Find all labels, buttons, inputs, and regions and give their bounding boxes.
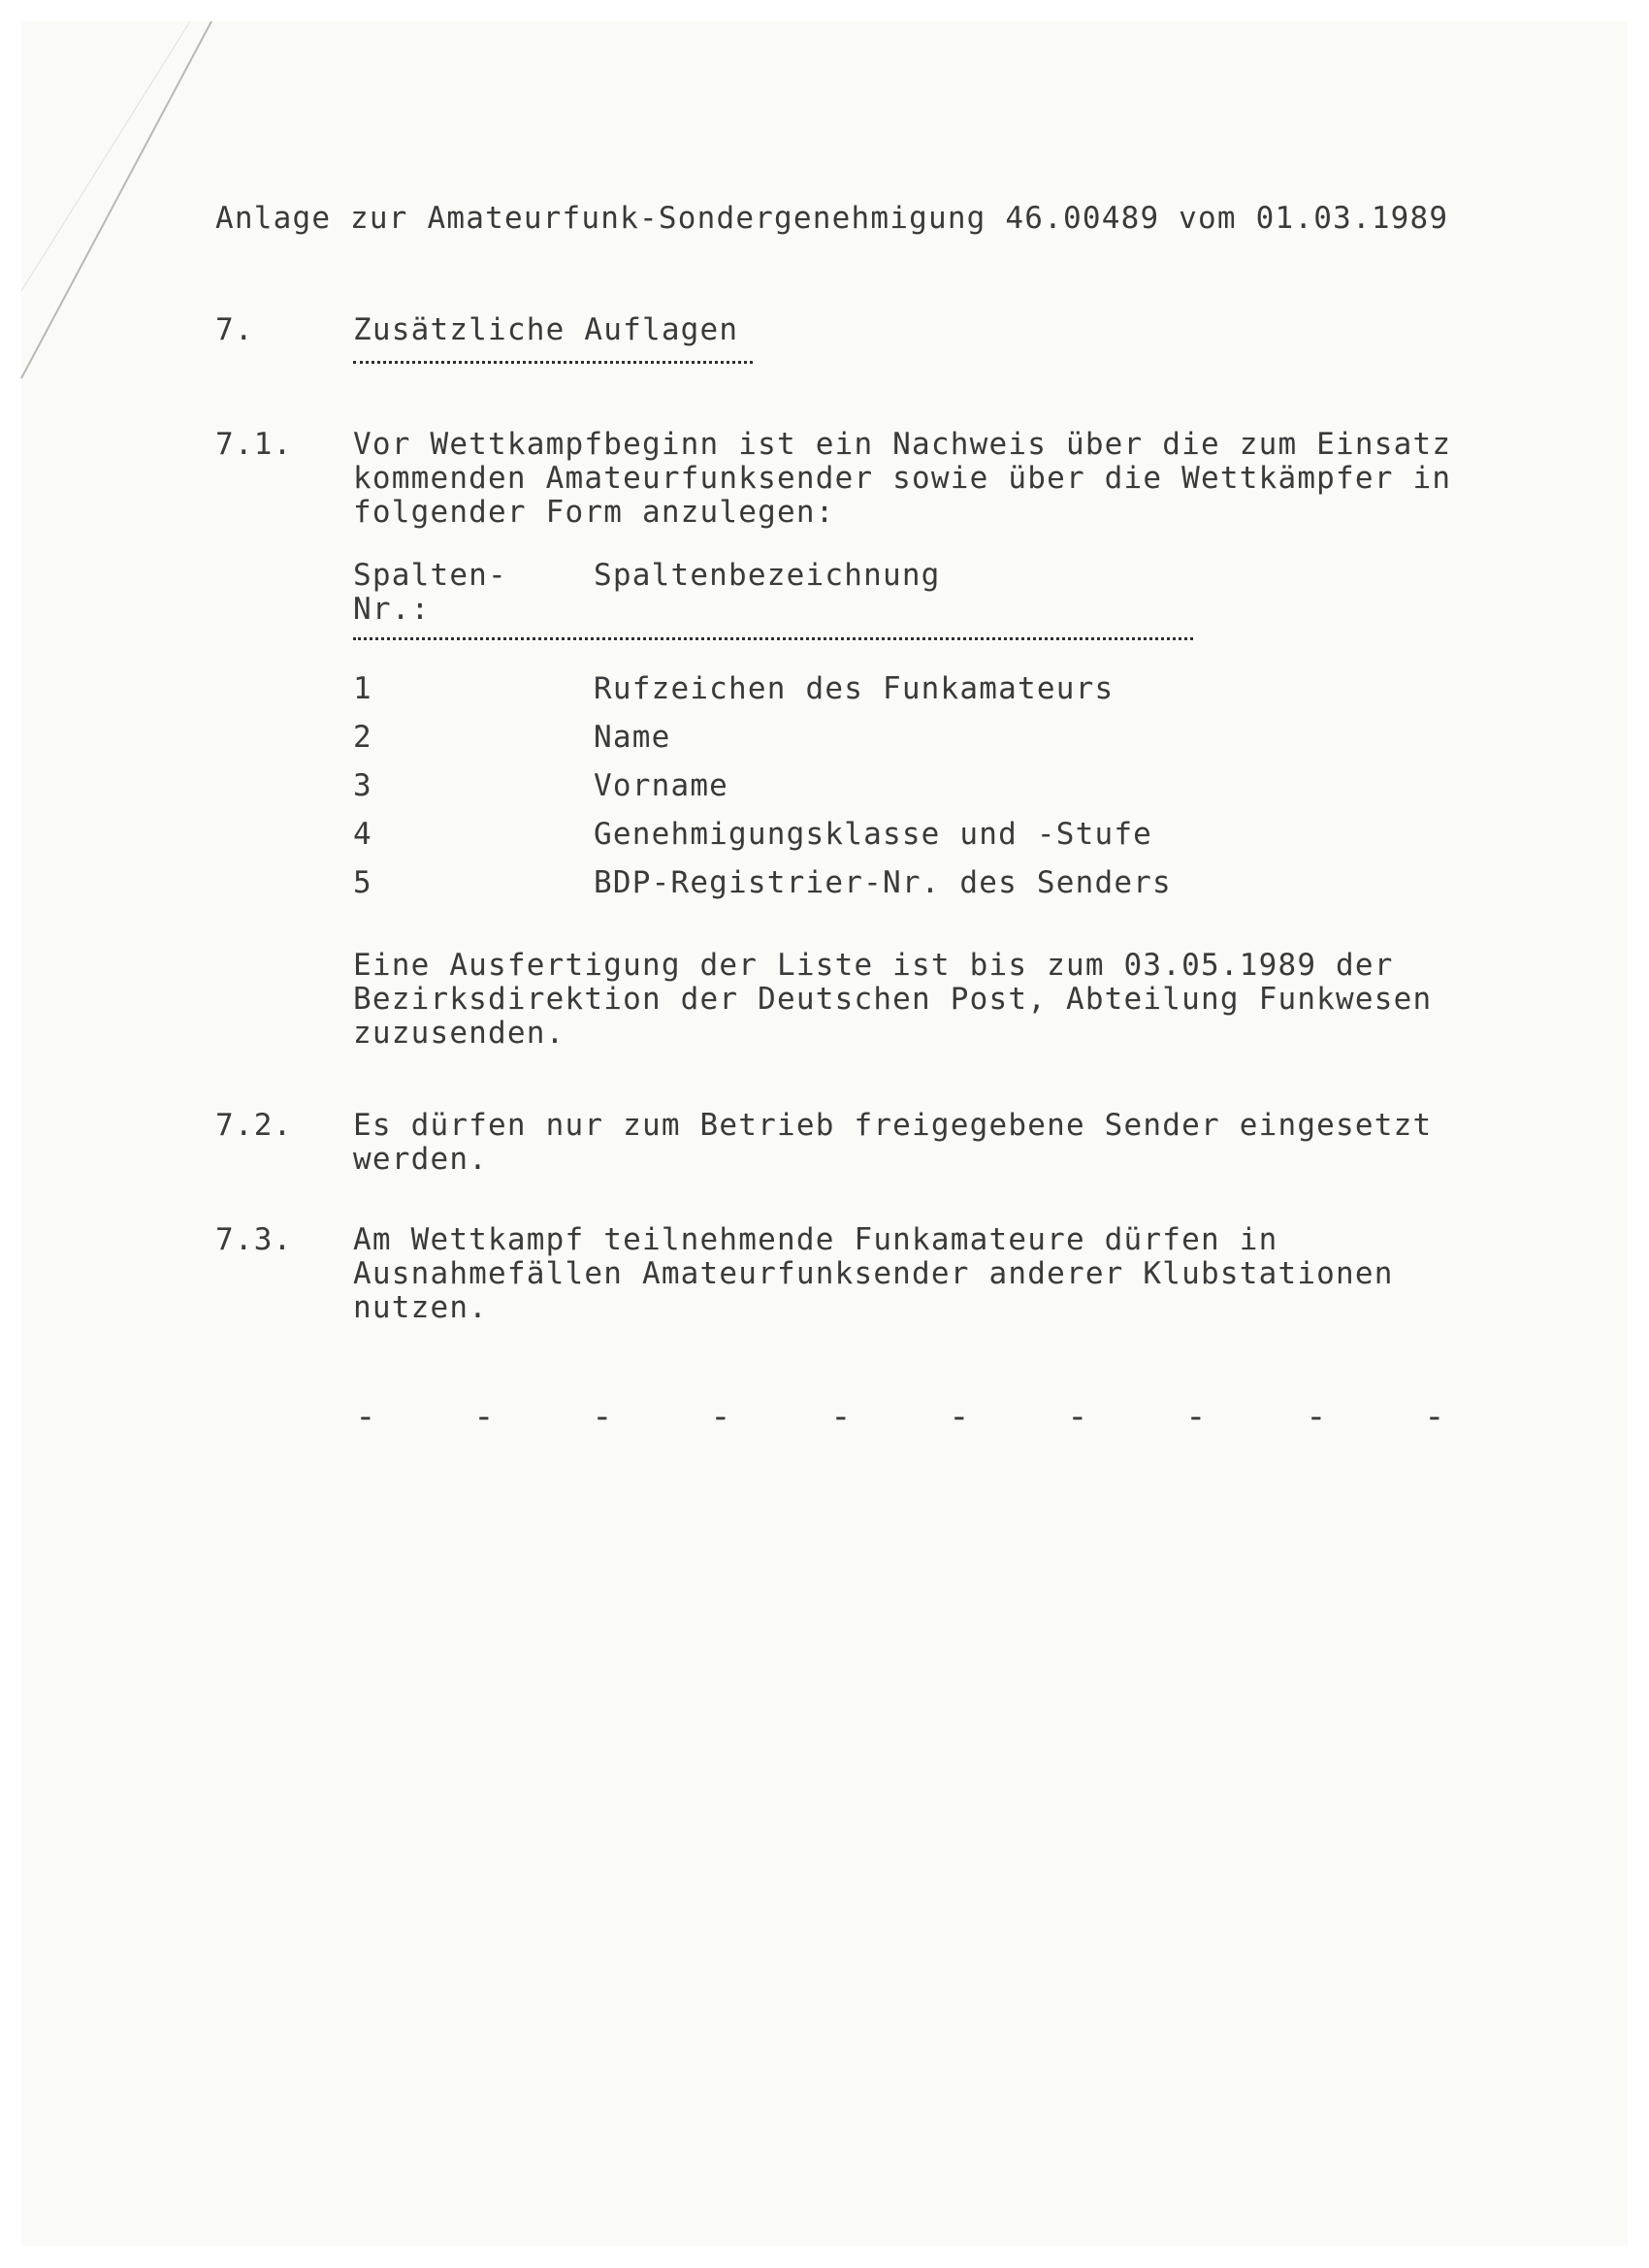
end-mark-5: - [830, 1397, 852, 1437]
table-row-3-label: Vorname [594, 768, 729, 803]
table-header-rule [353, 637, 1193, 640]
item-73-number: 7.3. [215, 1222, 293, 1257]
table-row-5-label: BDP-Registrier-Nr. des Senders [594, 865, 1172, 900]
item-72-line-1: Es dürfen nur zum Betrieb freigegebene Sender eingesetzt [353, 1108, 1433, 1143]
table-row-3-nr: 3 [353, 768, 372, 803]
table-row-2-nr: 2 [353, 720, 372, 755]
item-71-closing-line-3: zuzusenden. [353, 1016, 566, 1051]
section-title: Zusätzliche Auflagen [353, 312, 739, 347]
table-row-1-nr: 1 [353, 671, 372, 706]
item-73-line-2: Ausnahmefällen Amateurfunksender anderer Klubstationen [353, 1256, 1394, 1291]
section-title-underline [353, 361, 753, 364]
item-72-line-2: werden. [353, 1142, 489, 1177]
table-row-4-label: Genehmigungsklasse und -Stufe [594, 817, 1153, 852]
table-header-col2: Spaltenbezeichnung [594, 558, 941, 593]
table-header-col1-line1: Spalten- [353, 558, 507, 593]
table-header-col1-line2: Nr.: [353, 592, 431, 627]
end-mark-10: - [1424, 1397, 1445, 1437]
item-71-closing-line-1: Eine Ausfertigung der Liste ist bis zum 03.05.1989 der [353, 948, 1394, 983]
end-mark-1: - [355, 1397, 376, 1437]
item-71-number: 7.1. [215, 427, 293, 462]
section-number: 7. [215, 312, 254, 347]
end-mark-6: - [949, 1397, 970, 1437]
item-71-line-2: kommenden Amateurfunksender sowie über die Wettkämpfer in [353, 461, 1452, 496]
end-mark-4: - [710, 1397, 731, 1437]
end-mark-7: - [1067, 1397, 1088, 1437]
item-73-line-1: Am Wettkampf teilnehmende Funkamateure dürfen in [353, 1222, 1278, 1257]
document-header: Anlage zur Amateurfunk-Sondergenehmigung 46.00489 vom 01.03.1989 [215, 201, 1449, 236]
table-row-5-nr: 5 [353, 865, 372, 900]
table-row-2-label: Name [594, 720, 671, 755]
table-row-1-label: Rufzeichen des Funkamateurs [594, 671, 1115, 706]
end-mark-3: - [592, 1397, 613, 1437]
item-71-line-1: Vor Wettkampfbeginn ist ein Nachweis über die zum Einsatz [353, 427, 1452, 462]
item-72-number: 7.2. [215, 1108, 293, 1143]
end-mark-8: - [1185, 1397, 1207, 1437]
end-mark-2: - [473, 1397, 495, 1437]
item-71-closing-line-2: Bezirksdirektion der Deutschen Post, Abteilung Funkwesen [353, 982, 1433, 1017]
item-71-line-3: folgender Form anzulegen: [353, 495, 835, 530]
end-mark-9: - [1306, 1397, 1327, 1437]
table-row-4-nr: 4 [353, 817, 372, 852]
item-73-line-3: nutzen. [353, 1290, 489, 1325]
